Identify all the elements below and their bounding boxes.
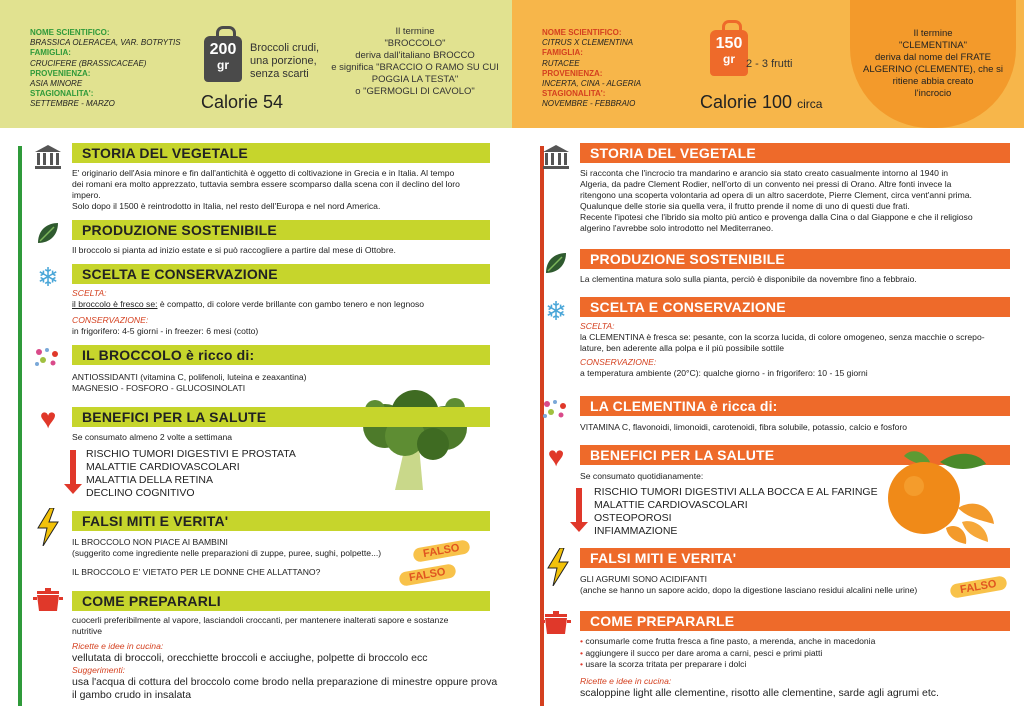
term-line: deriva dall'italiano BROCCO	[355, 50, 475, 61]
text-line: cuocerli preferibilmente al vapore, lasciandoli croccanti, per mantenere inalterati sapore e sostanze	[72, 615, 449, 625]
produzione-text: Il broccolo si pianta ad inizio estate e si può raccogliere a partire dal mese di Ottobre.	[72, 245, 396, 255]
calories: Calorie 54	[201, 92, 284, 112]
portion-text: 2 - 3 frutti	[746, 58, 793, 70]
calories	[700, 92, 822, 113]
term-origin	[330, 26, 500, 98]
section-title-preparare: COME PREPARARLE	[580, 611, 1010, 631]
scelta-detail: è compatto, di colore verde brillante con gambo tenero e non legnoso	[157, 299, 425, 309]
list-item: MALATTIA DELLA RETINA	[86, 474, 214, 486]
list-item: • consumarle come frutta fresca a fine pasto, a merenda, anche in macedonia	[580, 636, 1015, 648]
scelta-label: SCELTA:	[72, 288, 107, 298]
conservazione-text: in frigorifero: 4-5 giorni - in freezer: 6 mesi (cotto)	[72, 326, 259, 336]
value-origin: INCERTA, CINA - ALGERIA	[542, 79, 642, 89]
list-item: RISCHIO TUMORI DIGESTIVI E PROSTATA	[86, 448, 296, 460]
term-line: l'incrocio	[914, 88, 952, 99]
ricette-text: scaloppine light alle clementine, risotto alle clementine, sarde agli agrumi etc.	[580, 687, 939, 699]
lightning-icon	[542, 552, 574, 582]
list-item: • aggiungere il succo per dare aroma a carni, pesci e primi piatti	[580, 648, 1015, 660]
label-scientific-name: NOME SCIENTIFICO:	[542, 28, 622, 37]
spacer	[72, 559, 412, 567]
pot-icon	[32, 585, 64, 615]
storia-text	[580, 168, 1015, 234]
value-season: SETTEMBRE - MARZO	[30, 99, 115, 109]
ricette-label: Ricette e idee in cucina:	[72, 641, 164, 651]
value-scientific-name: CITRUS X CLEMENTINA	[542, 38, 634, 48]
scelta-line	[72, 299, 492, 310]
term-line: "BROCCOLO"	[384, 38, 446, 49]
text-line: ANTIOSSIDANTI (vitamina C, polifenoli, luteina e zeaxantina)	[72, 372, 307, 382]
label-scientific-name: NOME SCIENTIFICO:	[30, 28, 110, 37]
suggerimenti-label: Suggerimenti:	[72, 665, 126, 675]
prep-list	[580, 636, 1015, 671]
term-line: deriva dal nome del FRATE	[875, 52, 991, 63]
list-item: DECLINO COGNITIVO	[86, 487, 195, 499]
label-origin: PROVENIENZA:	[30, 68, 91, 78]
benefici-intro: Se consumato quotidianamente:	[580, 471, 704, 481]
term-line: Il termine	[913, 28, 953, 39]
weight-number: 150	[715, 35, 743, 52]
scientific-info	[542, 28, 641, 110]
section-title-storia: STORIA DEL VEGETALE	[580, 143, 1010, 163]
snowflake-icon: ❄	[37, 261, 59, 292]
clementine-page	[512, 0, 1024, 725]
text-line: MAGNESIO - FOSFORO - GLUCOSINOLATI	[72, 383, 246, 393]
text-line: impero.	[72, 190, 101, 200]
conservazione-label: CONSERVAZIONE:	[580, 357, 657, 367]
text-line: nutritive	[72, 626, 103, 636]
section-title-storia: STORIA DEL VEGETALE	[72, 143, 490, 163]
heart-icon: ♥	[39, 403, 57, 434]
label-season: STAGIONALITA':	[542, 89, 606, 99]
miti-text	[72, 537, 412, 578]
benefici-list	[86, 448, 296, 500]
text-line: IL BROCCOLO NON PIACE AI BAMBINI	[72, 537, 228, 547]
heart-icon: ♥	[547, 441, 565, 472]
molecules-icon	[540, 394, 572, 424]
term-line: POGGIA LA TESTA"	[371, 74, 459, 85]
section-title-produzione: PRODUZIONE SOSTENIBILE	[72, 220, 490, 240]
falso-badge: FALSO	[412, 539, 470, 563]
weight-number: 200	[209, 41, 237, 58]
scientific-info	[30, 28, 181, 110]
text-line: Algeria, da padre Clement Rodier, nell'orto di un convento nei pressi di Orano. Altre fonti invece la	[580, 179, 952, 189]
section-title-ricco: IL BROCCOLO è ricco di:	[72, 345, 490, 365]
text-line: IL BROCCOLO E' VIETATO PER LE DONNE CHE ALLATTANO?	[72, 567, 321, 577]
text-line: algerino l'avrebbe solo introdotto nel Mediterraneo.	[580, 223, 774, 233]
portion-text: Broccoli crudi, una porzione, senza scarti	[250, 42, 320, 80]
term-line: ALGERINO (CLEMENTE), che si	[863, 64, 1003, 75]
text-line: lature, ben aderente alla polpa e il più possibile sottile	[580, 343, 784, 353]
value-family: RUTACEE	[542, 58, 580, 68]
falso-badge: FALSO	[398, 563, 456, 587]
section-title-ricco: LA CLEMENTINA è ricca di:	[580, 396, 1010, 416]
text-line: dei romani era molto apprezzato, tuttavia sembra essere scomparso dalla scena con il declino del loro	[72, 179, 460, 189]
ricette-block	[580, 676, 1020, 700]
ricette-label: Ricette e idee in cucina:	[580, 676, 672, 686]
section-title-miti: FALSI MITI E VERITA'	[72, 511, 490, 531]
down-arrow-icon	[70, 450, 76, 486]
scelta-text	[72, 288, 492, 337]
value-origin: ASIA MINORE	[30, 79, 83, 89]
weight-icon	[710, 30, 748, 76]
term-line: ritiene abbia creato	[892, 76, 974, 87]
header-band	[0, 0, 512, 128]
scelta-label: SCELTA:	[580, 321, 615, 331]
text-line: Si racconta che l'incrocio tra mandarino e arancio sia stato creato casualmente intorno al 1940 in	[580, 168, 949, 178]
miti-text	[580, 574, 960, 596]
storia-text	[72, 168, 492, 212]
broccoli-illustration	[345, 386, 485, 496]
section-title-miti: FALSI MITI E VERITA'	[580, 548, 1010, 568]
list-item: MALATTIE CARDIOVASCOLARI	[86, 461, 240, 473]
text-line: Solo dopo il 1500 è reintrodotto in Italia, nel resto dell'Europa e nel nord America.	[72, 201, 381, 211]
pot-icon	[540, 608, 572, 638]
conservazione-text: a temperatura ambiente (20°C): qualche giorno - in frigorifero: 10 - 15 giorni	[580, 368, 868, 378]
label-season: STAGIONALITA':	[30, 89, 94, 99]
list-item: • usare la scorza tritata per preparare i dolci	[580, 659, 1015, 671]
section-title-scelta: SCELTA E CONSERVAZIONE	[72, 264, 490, 284]
value-season: NOVEMBRE - FEBBRAIO	[542, 99, 636, 109]
text-line: (anche se hanno un sapore acido, dopo la digestione lasciano residui alcalini nelle urine)	[580, 585, 918, 595]
lightning-icon	[32, 512, 64, 542]
text-line: E' originario dell'Asia minore e fin dall'antichità è oggetto di coltivazione in Grecia e in Italia. Al tempo	[72, 168, 455, 178]
text-line: ritengono una scoperta volontaria ad opera di un altro sacerdote, Pierre Clement, circa vent'anni prima.	[580, 190, 972, 200]
header-band	[512, 0, 1024, 128]
museum-icon	[32, 142, 64, 172]
conservazione-label: CONSERVAZIONE:	[72, 315, 149, 325]
text-line: la CLEMENTINA è fresca se: pesante, con la scorza lucida, di colore omogeneo, senza macchie o screpo-	[580, 332, 985, 342]
section-title-produzione: PRODUZIONE SOSTENIBILE	[580, 249, 1010, 269]
section-title-scelta: SCELTA E CONSERVAZIONE	[580, 297, 1010, 317]
leaf-icon	[32, 218, 64, 248]
text-line: il gambo crudo in insalata	[72, 689, 192, 701]
term-line: "CLEMENTINA"	[899, 40, 967, 51]
weight-unit: gr	[217, 58, 229, 72]
snowflake-icon: ❄	[545, 295, 567, 326]
text-line: (suggerito come ingrediente nelle preparazioni di zuppe, puree, sughi, polpette...)	[72, 548, 382, 558]
section-title-benefici: BENEFICI PER LA SALUTE	[72, 407, 490, 427]
text-line: usa l'acqua di cottura del broccolo come brodo nella preparazione di minestre oppure prova	[72, 676, 498, 688]
label-family: FAMIGLIA:	[542, 48, 583, 58]
scelta-fresh: il broccolo è fresco se:	[72, 299, 158, 309]
term-line: e significa "BRACCIO O RAMO SU CUI	[331, 62, 499, 73]
list-item: MALATTIE CARDIOVASCOLARI	[594, 499, 748, 511]
benefici-intro: Se consumato almeno 2 volte a settimana	[72, 432, 233, 442]
section-title-benefici: BENEFICI PER LA SALUTE	[580, 445, 1010, 465]
leaf-icon	[540, 248, 572, 278]
ricco-text	[72, 372, 372, 394]
list-item: RISCHIO TUMORI DIGESTIVI ALLA BOCCA E AL FARINGE	[594, 486, 878, 498]
value-scientific-name: BRASSICA OLERACEA, VAR. BOTRYTIS	[30, 38, 181, 48]
prep-text	[72, 615, 492, 637]
calories-approx: circa	[797, 97, 823, 111]
label-origin: PROVENIENZA:	[542, 68, 603, 78]
falso-badge: FALSO	[949, 575, 1007, 599]
ricette-block	[72, 641, 502, 702]
text-line: Qualunque delle storie sia quella vera, il frutto prende il nome di uno di questi due frati.	[580, 201, 910, 211]
term-line: Il termine	[395, 26, 435, 37]
term-line: o "GERMOGLI DI CAVOLO"	[355, 86, 475, 97]
text-line: Recente l'ipotesi che l'ibrido sia molto più antico e provenga dalla Cina o dal Giappone e che il religioso	[580, 212, 973, 222]
label-family: FAMIGLIA:	[30, 48, 71, 58]
molecules-icon	[32, 342, 64, 372]
list-item: INFIAMMAZIONE	[594, 525, 678, 537]
produzione-text: La clementina matura solo sulla pianta, perciò è disponibile da novembre fino a febbraio.	[580, 274, 917, 284]
side-bar	[18, 146, 22, 706]
term-origin	[850, 28, 1016, 100]
value-family: CRUCIFERE (BRASSICACEAE)	[30, 58, 147, 68]
down-arrow-icon	[576, 488, 582, 524]
museum-icon	[540, 142, 572, 172]
weight-unit: gr	[723, 52, 735, 66]
list-item: OSTEOPOROSI	[594, 512, 672, 524]
clementine-illustration	[870, 448, 1010, 548]
text-line: GLI AGRUMI SONO ACIDIFANTI	[580, 574, 708, 584]
benefici-list	[594, 486, 878, 538]
ricette-text: vellutata di broccoli, orecchiette broccoli e acciughe, polpette di broccolo ecc	[72, 652, 428, 664]
ricco-text: VITAMINA C, flavonoidi, limonoidi, carotenoidi, fibra solubile, potassio, calcio e fosforo	[580, 422, 908, 432]
weight-icon	[204, 36, 242, 82]
calories-value: Calorie 100	[700, 92, 793, 112]
section-title-preparare: COME PREPARARLI	[72, 591, 490, 611]
scelta-text	[580, 321, 1015, 379]
